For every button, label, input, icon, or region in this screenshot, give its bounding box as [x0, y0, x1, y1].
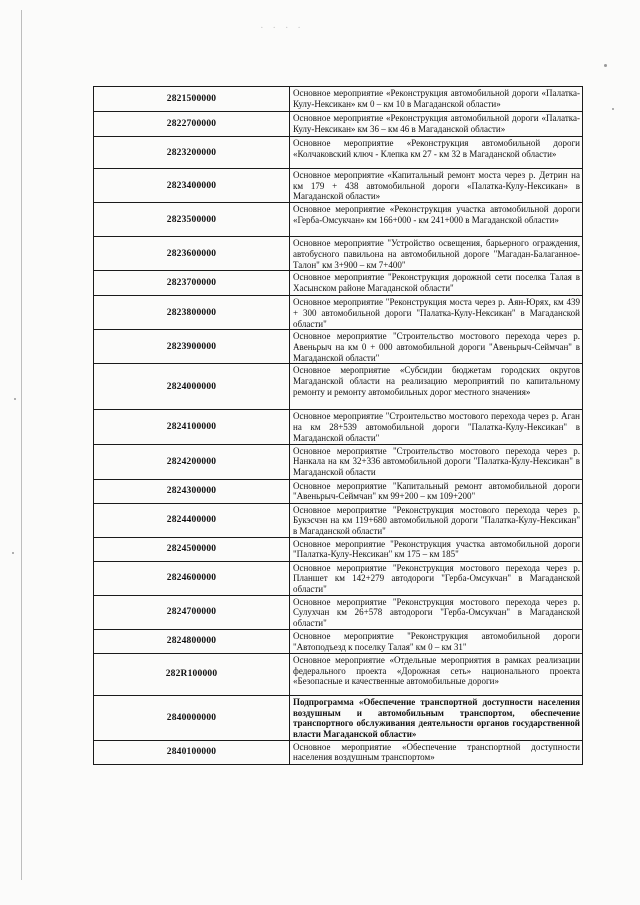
scan-speck: [12, 552, 14, 554]
code-cell: 2840100000: [94, 740, 290, 764]
description-cell: Основное мероприятие «Субсидии бюджетам городских округов Магаданской области на реализацию мероприятий по капитальному ремонту и ремонту автомобильных дорог местного значения»: [290, 364, 583, 410]
table-row: [94, 595, 583, 629]
table-row: [94, 479, 583, 503]
table-body: [94, 87, 583, 765]
table-row: [94, 653, 583, 695]
left-margin-line: [21, 10, 22, 880]
description-cell: Основное мероприятие «Обеспечение транспортной доступности населения воздушным транспортом»: [290, 740, 583, 764]
table-row: [94, 561, 583, 595]
table-row: [94, 112, 583, 137]
description-cell: Основное мероприятие «Реконструкция участка автомобильной дороги «Герба-Омсукчан» км 166+000 - км 241+000 в Магаданской области»: [290, 203, 583, 237]
scan-speck: [604, 64, 607, 67]
description-cell: Основное мероприятие "Устройство освещения, барьерного ограждения, автобусного павильона на автомобильной дороге "Магадан-Балаганное-Талон" км 3+900 – км 7+400": [290, 237, 583, 271]
description-cell: Основное мероприятие "Реконструкция дорожной сети поселка Талая в Хасынском районе Магаданской области": [290, 271, 583, 296]
table-row: [94, 137, 583, 169]
code-cell: 2824500000: [94, 537, 290, 561]
code-cell: 2822700000: [94, 112, 290, 137]
table-row: [94, 169, 583, 203]
budget-classification-table: [93, 86, 583, 765]
scan-speck: [612, 108, 614, 110]
description-cell: Основное мероприятие «Отдельные мероприятия в рамках реализации федерального проекта «Дорожная сеть» национального проекта «Безопасные и качественные автомобильные дороги»: [290, 653, 583, 695]
code-cell: 2824700000: [94, 595, 290, 629]
code-cell: 2824100000: [94, 410, 290, 444]
table-row: [94, 740, 583, 764]
code-cell: 2823500000: [94, 203, 290, 237]
table-row: [94, 87, 583, 112]
code-cell: 2824800000: [94, 629, 290, 653]
code-cell: 2840000000: [94, 695, 290, 740]
description-cell: Основное мероприятие "Строительство мостового перехода через р. Аган на км 28+539 автомобильной дороги "Палатка-Кулу-Нексикан" в Магаданской области": [290, 410, 583, 444]
description-cell: Основное мероприятие «Реконструкция автомобильной дороги «Колчаковский ключ - Клепка км 27 - км 32 в Магаданской области»: [290, 137, 583, 169]
code-cell: 2824600000: [94, 561, 290, 595]
code-cell: 2823800000: [94, 296, 290, 330]
description-cell: Основное мероприятие "Реконструкция мостового перехода через р. Планшет км 142+279 автодороги "Герба-Омсукчан" в Магаданской области": [290, 561, 583, 595]
description-cell: Основное мероприятие "Реконструкция мостового перехода через р. Букэсчэн на км 119+680 автомобильной дороги "Палатка-Кулу-Нексикан" в Магаданской области": [290, 503, 583, 537]
description-cell: Основное мероприятие "Реконструкция участка автомобильной дороги "Палатка-Кулу-Нексикан" км 175 – км 185": [290, 537, 583, 561]
code-cell: 2821500000: [94, 87, 290, 112]
description-cell: Основное мероприятие "Капитальный ремонт автомобильной дороги "Авеньрыч-Сеймчан" км 99+200 – км 109+200": [290, 479, 583, 503]
table-row: [94, 444, 583, 479]
table-row: [94, 410, 583, 444]
table-row: [94, 503, 583, 537]
code-cell: 282R100000: [94, 653, 290, 695]
code-cell: 2823400000: [94, 169, 290, 203]
table-row: [94, 364, 583, 410]
table-row: [94, 203, 583, 237]
table-row: [94, 629, 583, 653]
table-row: [94, 330, 583, 364]
description-cell: Основное мероприятие «Капитальный ремонт моста через р. Детрин на км 179 + 438 автомобильной дороги «Палатка-Кулу-Нексикан» в Магаданской области»: [290, 169, 583, 203]
description-cell: Основное мероприятие "Реконструкция автомобильной дороги "Автоподъезд к поселку Талая" км 0 – км 31": [290, 629, 583, 653]
scan-speck: [14, 398, 16, 400]
scan-smudge: · · · ·: [260, 22, 304, 34]
description-cell: Основное мероприятие "Реконструкция моста через р. Аян-Юрях, км 439 + 300 автомобильной дороги "Палатка-Кулу-Нексикан" в Магаданской области": [290, 296, 583, 330]
table-row: [94, 537, 583, 561]
code-cell: 2823900000: [94, 330, 290, 364]
description-cell: Основное мероприятие «Реконструкция автомобильной дороги «Палатка-Кулу-Нексикан» км 0 – км 10 в Магаданской области»: [290, 87, 583, 112]
code-cell: 2824000000: [94, 364, 290, 410]
table-row: [94, 237, 583, 271]
code-cell: 2824300000: [94, 479, 290, 503]
code-cell: 2823700000: [94, 271, 290, 296]
table-row: [94, 296, 583, 330]
description-cell: Основное мероприятие "Реконструкция мостового перехода через р. Сулухчан км 26+578 автодороги "Герба-Омсукчан" в Магаданской области": [290, 595, 583, 629]
code-cell: 2823200000: [94, 137, 290, 169]
description-cell: Основное мероприятие «Реконструкция автомобильной дороги «Палатка-Кулу-Нексикан» км 36 – км 46 в Магаданской области»: [290, 112, 583, 137]
code-cell: 2824200000: [94, 444, 290, 479]
description-cell: Основное мероприятие "Строительство мостового перехода через р. Авеньрыч на км 0 + 000 автомобильной дороги "Авеньрыч-Сеймчан" в Магаданской области": [290, 330, 583, 364]
table-row: [94, 271, 583, 296]
description-cell: Основное мероприятие "Строительство мостового перехода через р. Нанкала на км 32+336 автомобильной дороги "Палатка-Кулу-Нексикан" в Магаданской области: [290, 444, 583, 479]
code-cell: 2824400000: [94, 503, 290, 537]
table-row: [94, 695, 583, 740]
code-cell: 2823600000: [94, 237, 290, 271]
description-cell: Подпрограмма «Обеспечение транспортной доступности населения воздушным и автомобильным транспортом, обеспечение транспортного обслуживания деятельности органов государственной власти Магаданской области»: [290, 695, 583, 740]
